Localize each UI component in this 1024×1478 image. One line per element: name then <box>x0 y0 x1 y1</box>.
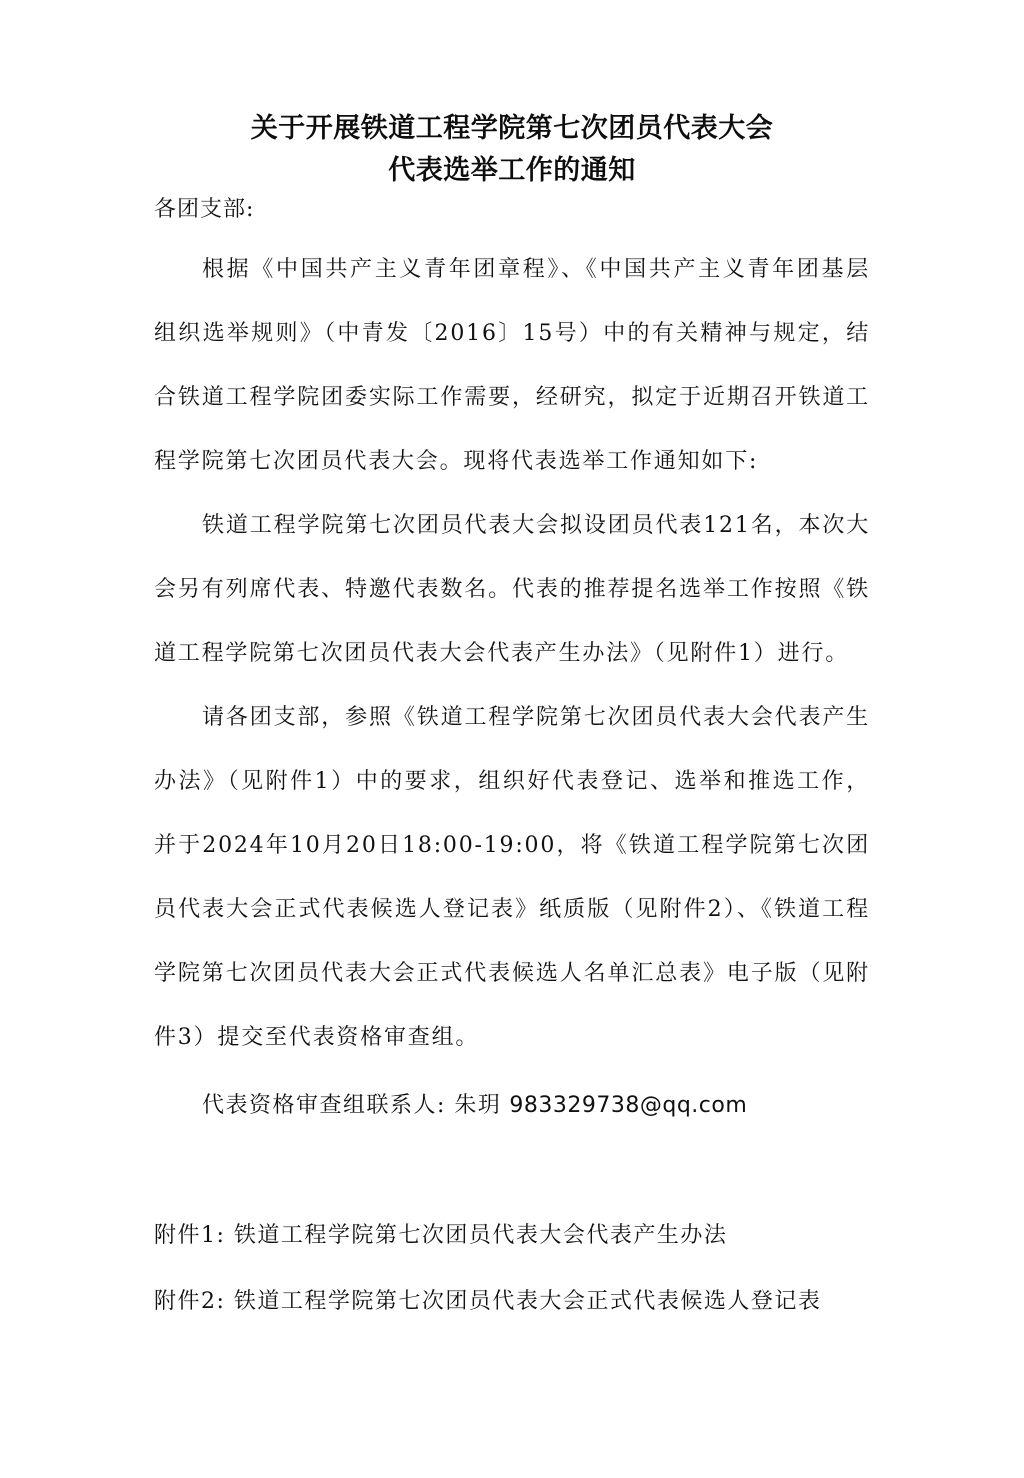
document-title-line-2: 代表选举工作的通知 <box>388 155 636 186</box>
attachment-item-1: 附件1: 铁道工程学院第七次团员代表大会代表产生办法 <box>154 1223 728 1248</box>
paragraph-delegate-quota: 铁道工程学院第七次团员代表大会拟设团员代表121名，本次大会另有列席代表、特邀代表数名。代表的推荐提名选举工作按照《铁道工程学院第七次团员代表大会代表产生办法》（见附件1）进行。 <box>154 513 870 666</box>
contact-email: 983329738@qq.com <box>509 1093 748 1118</box>
document-title-line-1: 关于开展铁道工程学院第七次团员代表大会 <box>250 113 774 144</box>
contact-label: 代表资格审查组联系人: 朱玥 <box>202 1093 502 1118</box>
attachment-item-2: 附件2: 铁道工程学院第七次团员代表大会正式代表候选人登记表 <box>154 1289 822 1314</box>
paragraph-background: 根据《中国共产主义青年团章程》、《中国共产主义青年团基层组织选举规则》（中青发〔2016〕15号）中的有关精神与规定，结合铁道工程学院团委实际工作需要，经研究，拟定于近期召开铁道工程学院第七次团员代表大会。现将代表选举工作通知如下: <box>154 257 870 474</box>
greeting: 各团支部: <box>154 197 255 222</box>
contact-line <box>202 1088 747 1119</box>
paragraph-submission-instructions: 请各团支部，参照《铁道工程学院第七次团员代表大会代表产生办法》（见附件1）中的要求，组织好代表登记、选举和推选工作，并于2024年10月20日18:00-19:00，将《铁道工程学院第七次团员代表大会正式代表候选人登记表》纸质版（见附件2）、《铁道工程学院第七次团员代表大会正式代表候选人名单汇总表》电子版（见附件3）提交至代表资格审查组。 <box>154 705 870 1050</box>
